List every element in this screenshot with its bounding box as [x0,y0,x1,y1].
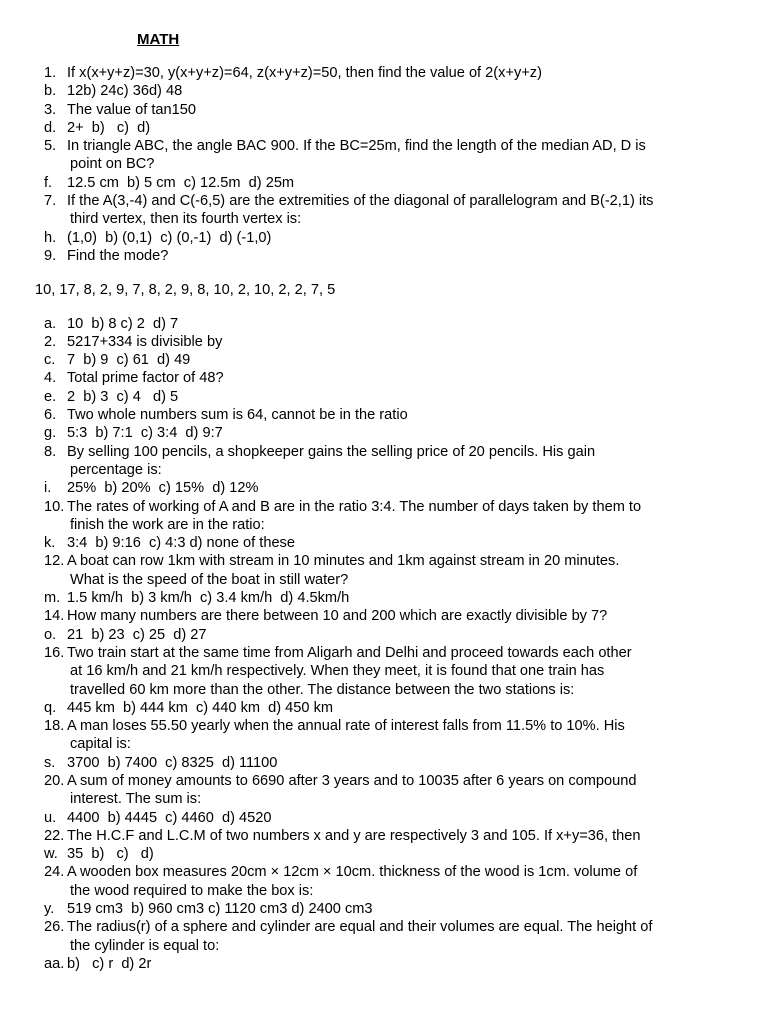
list-item [0,369,768,387]
list-item [0,192,768,229]
list-item [0,754,768,772]
item-text: The H.C.F and L.C.M of two numbers x and y are respectively 3 and 105. If x+y=36, then [67,827,641,844]
item-number: 18. [44,718,65,735]
item-text-continuation: interest. The sum is: [70,791,202,808]
item-text-continuation: at 16 km/h and 21 km/h respectively. When they meet, it is found that one train has [70,663,605,680]
item-number: k. [44,535,56,552]
item-text: How many numbers are there between 10 and 200 which are exactly divisible by 7? [67,608,608,625]
item-text-continuation: capital is: [70,736,131,753]
item-text: By selling 100 pencils, a shopkeeper gains the selling price of 20 pencils. His gain [67,443,596,460]
item-number: 5. [44,138,57,155]
list-item [0,809,768,827]
item-text: 12.5 cm b) 5 cm c) 12.5m d) 25m [67,174,295,191]
item-number: o. [44,626,57,643]
list-item [0,406,768,424]
item-text-continuation: percentage is: [70,461,162,478]
item-number: b. [44,83,57,100]
list-item [0,424,768,442]
list-item [0,333,768,351]
item-number: 4. [44,370,57,387]
item-number: y. [44,901,55,918]
list-item [0,827,768,845]
list-item [0,137,768,174]
list-item [0,229,768,247]
item-text: A wooden box measures 20cm × 12cm × 10cm. thickness of the wood is 1cm. volume of [67,864,638,881]
item-text-continuation: What is the speed of the boat in still water? [70,571,349,588]
item-text-continuation: travelled 60 km more than the other. The distance between the two stations is: [70,681,575,698]
item-number: 24. [44,864,65,881]
item-number: q. [44,699,57,716]
question-group-2 [0,315,768,974]
list-item [0,101,768,119]
list-item [0,315,768,333]
item-text: In triangle ABC, the angle BAC 900. If the BC=25m, find the length of the median AD, D is [67,138,646,155]
list-item [0,644,768,699]
item-text-continuation: third vertex, then its fourth vertex is: [70,211,302,228]
list-item [0,247,768,265]
question-list [0,64,768,973]
item-number: 12. [44,553,65,570]
list-item [0,863,768,900]
item-number: aa. [44,955,65,972]
item-text: 12b) 24c) 36d) 48 [67,83,183,100]
item-text: 3700 b) 7400 c) 8325 d) 11100 [67,754,278,771]
item-text: Two whole numbers sum is 64, cannot be in the ratio [67,407,408,424]
item-number: 10. [44,498,65,515]
item-text: 2 b) 3 c) 4 d) 5 [67,388,179,405]
list-item [0,498,768,535]
item-number: 6. [44,407,57,424]
item-number: a. [44,315,57,332]
item-text-continuation: the cylinder is equal to: [70,937,220,954]
list-item [0,900,768,918]
item-text: 519 cm3 b) 960 cm3 c) 1120 cm3 d) 2400 cm3 [67,901,373,918]
item-number: d. [44,119,57,136]
item-number: 20. [44,772,65,789]
list-item [0,64,768,82]
item-text: If the A(3,-4) and C(-6,5) are the extremities of the diagonal of parallelogram and B(-2,1) its [67,193,654,210]
item-number: 8. [44,443,57,460]
item-text: 21 b) 23 c) 25 d) 27 [67,626,207,643]
list-item [0,918,768,955]
list-item [0,351,768,369]
item-text: A boat can row 1km with stream in 10 minutes and 1km against stream in 20 minutes. [67,553,620,570]
item-text: Two train start at the same time from Aligarh and Delhi and proceed towards each other [67,644,632,661]
item-text-continuation: finish the work are in the ratio: [70,516,265,533]
list-item [0,589,768,607]
item-number: 26. [44,919,65,936]
list-item [0,607,768,625]
list-item [0,119,768,137]
item-number: i. [44,480,52,497]
item-text: If x(x+y+z)=30, y(x+y+z)=64, z(x+y+z)=50, then find the value of 2(x+y+z) [67,65,542,81]
list-item [0,388,768,406]
list-item [0,552,768,589]
item-text: 10 b) 8 c) 2 d) 7 [67,315,179,332]
item-text: 2+ b) c) d) [67,119,151,136]
item-text: 35 b) c) d) [67,846,154,863]
list-item [0,955,768,973]
item-number: g. [44,425,57,442]
item-text: (1,0) b) (0,1) c) (0,-1) d) (-1,0) [67,229,272,246]
item-number: 9. [44,247,57,264]
item-text: Find the mode? [67,247,169,264]
item-number: f. [44,174,53,191]
list-item [0,443,768,480]
item-number: e. [44,388,57,405]
item-number: m. [44,590,61,607]
list-item [0,479,768,497]
item-text: The value of tan150 [67,101,197,118]
item-number: 2. [44,333,57,350]
list-item [0,82,768,100]
item-text: 445 km b) 444 km c) 440 km d) 450 km [67,699,334,716]
item-number: 1. [44,65,57,81]
item-text: 3:4 b) 9:16 c) 4:3 d) none of these [67,535,295,552]
item-text: 25% b) 20% c) 15% d) 12% [67,480,259,497]
item-number: w. [44,846,58,863]
item-number: 14. [44,608,65,625]
list-item [0,534,768,552]
item-text: 4400 b) 4445 c) 4460 d) 4520 [67,809,272,826]
item-text-continuation: the wood required to make the box is: [70,882,314,899]
item-text: A man loses 55.50 yearly when the annual rate of interest falls from 11.5% to 10%. His [67,718,625,735]
item-text: b) c) r d) 2r [67,955,152,972]
item-number: 3. [44,101,57,118]
item-number: u. [44,809,57,826]
page-title: MATH [137,31,180,48]
item-text: 5:3 b) 7:1 c) 3:4 d) 9:7 [67,425,223,442]
list-item [0,717,768,754]
item-number: h. [44,229,57,246]
list-item [0,174,768,192]
question-group-1 [0,64,768,265]
item-text: The radius(r) of a sphere and cylinder are equal and their volumes are equal. The height of [67,919,653,936]
item-number: 22. [44,827,65,844]
item-number: s. [44,754,56,771]
list-item [0,845,768,863]
item-number: c. [44,352,56,369]
mode-data-line: 10, 17, 8, 2, 9, 7, 8, 2, 9, 8, 10, 2, 10, 2, 2, 7, 5 [35,282,336,299]
item-number: 7. [44,193,57,210]
item-text: A sum of money amounts to 6690 after 3 years and to 10035 after 6 years on compound [67,772,637,789]
item-text: The rates of working of A and B are in the ratio 3:4. The number of days taken by them to [67,498,642,515]
item-text: 1.5 km/h b) 3 km/h c) 3.4 km/h d) 4.5km/h [67,590,350,607]
list-item [0,772,768,809]
item-text-continuation: point on BC? [70,156,155,173]
item-text: 7 b) 9 c) 61 d) 49 [67,352,191,369]
item-number: 16. [44,644,65,661]
list-item [0,699,768,717]
list-item [0,626,768,644]
item-text: Total prime factor of 48? [67,370,224,387]
item-text: 5217+334 is divisible by [67,333,223,350]
